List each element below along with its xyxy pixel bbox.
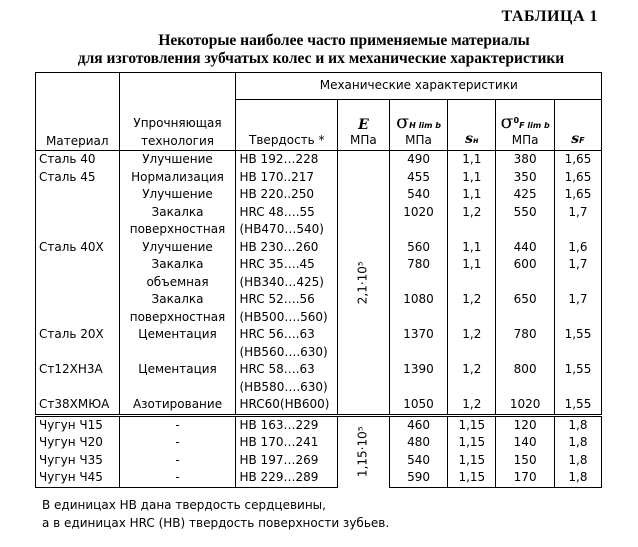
cell-material [36, 274, 120, 292]
header-hardness: Твердость * [236, 100, 338, 151]
cell-sh: 1,15 [448, 469, 496, 487]
materials-table [35, 72, 602, 488]
cell-sigma-f: 650 [496, 291, 555, 309]
table-row [36, 256, 602, 274]
cell-sh: 1,2 [448, 396, 496, 415]
cell-hardness: (HB500….560) [236, 309, 338, 327]
cell-technology: Улучшение [119, 239, 236, 257]
cell-technology: Улучшение [119, 151, 236, 169]
cell-sigma-f: 600 [496, 256, 555, 274]
cell-sigma-h [389, 221, 448, 239]
header-material: Материал [36, 73, 120, 151]
table-row [36, 274, 602, 292]
cell-hardness: (HB470…540) [236, 221, 338, 239]
cell-sf [554, 274, 601, 292]
cell-sigma-f [496, 344, 555, 362]
header-sigma-f-unit: МПа [511, 133, 539, 147]
table-title-line-1: Некоторые наиболее часто применяемые материалы [158, 32, 530, 49]
cell-sh: 1,2 [448, 291, 496, 309]
footnote-line-1: В единицах НВ дана твердость сердцевины, [42, 498, 326, 512]
header-mechanical-group: Механические характеристики [236, 73, 602, 100]
cell-material: Сталь 20Х [36, 326, 120, 344]
cell-hardness: НВ 170..217 [236, 169, 338, 187]
footnote-line-2: а в единицах HRC (НВ) твердость поверхности зубьев. [42, 516, 390, 530]
cell-sigma-h [389, 344, 448, 362]
header-sigma-f [496, 100, 555, 151]
cell-technology: Цементация [119, 326, 236, 344]
cell-technology: - [119, 452, 236, 470]
header-sigma-h [389, 100, 448, 151]
cell-material [36, 291, 120, 309]
cell-sigma-f: 550 [496, 204, 555, 222]
cell-technology: поверхностная [119, 221, 236, 239]
cell-sigma-h: 1370 [389, 326, 448, 344]
table-row [36, 434, 602, 452]
cell-sigma-f: 425 [496, 186, 555, 204]
cell-technology: Закалка [119, 256, 236, 274]
cell-sf [554, 379, 601, 397]
cell-sigma-h: 780 [389, 256, 448, 274]
cell-sh: 1,1 [448, 151, 496, 169]
cell-material [36, 344, 120, 362]
header-sh [448, 100, 496, 151]
table-row [36, 151, 602, 169]
cell-sf: 1,65 [554, 186, 601, 204]
cell-hardness: НВ 220..250 [236, 186, 338, 204]
cell-sh [448, 274, 496, 292]
cell-hardness: НВ 229…289 [236, 469, 338, 487]
cell-sh [448, 221, 496, 239]
cell-sf: 1,55 [554, 326, 601, 344]
table-row [36, 361, 602, 379]
cell-material: Ст38ХМЮА [36, 396, 120, 415]
header-sf-sub: F [579, 136, 585, 145]
table-row [36, 309, 602, 327]
cell-hardness: НВ 170…241 [236, 434, 338, 452]
cell-sigma-f: 150 [496, 452, 555, 470]
table-row [36, 186, 602, 204]
cell-material [36, 309, 120, 327]
cell-sigma-f: 440 [496, 239, 555, 257]
cell-technology: Закалка [119, 204, 236, 222]
cell-material: Чугун Ч45 [36, 469, 120, 487]
header-technology: Упрочняющая технология [119, 73, 236, 151]
header-sh-sub: н [473, 136, 479, 145]
cell-sf: 1,6 [554, 239, 601, 257]
cell-sh [448, 379, 496, 397]
cell-technology [119, 344, 236, 362]
header-sigma-f-symbol: σ [500, 111, 514, 133]
cell-sh: 1,2 [448, 204, 496, 222]
cell-e-steel [338, 151, 390, 416]
cell-sigma-f [496, 274, 555, 292]
cell-sf: 1,55 [554, 361, 601, 379]
cell-sigma-h: 1020 [389, 204, 448, 222]
cell-sf: 1,8 [554, 434, 601, 452]
table-row [36, 291, 602, 309]
cell-material [36, 379, 120, 397]
header-sigma-h-unit: МПа [405, 133, 432, 147]
cell-sigma-h: 460 [389, 415, 448, 434]
cell-technology: - [119, 434, 236, 452]
header-sigma-h-symbol: σ [396, 111, 410, 133]
cell-material: Ст12ХН3А [36, 361, 120, 379]
cell-sf: 1,7 [554, 204, 601, 222]
cell-sf [554, 221, 601, 239]
table-row [36, 169, 602, 187]
cell-technology [119, 379, 236, 397]
cell-technology: Улучшение [119, 186, 236, 204]
cell-sigma-f [496, 221, 555, 239]
table-row [36, 415, 602, 434]
cell-material: Чугун Ч20 [36, 434, 120, 452]
header-sigma-h-sub: H lim b [409, 121, 441, 130]
cell-sigma-h: 1390 [389, 361, 448, 379]
header-sh-symbol: s [465, 131, 473, 147]
table-label: ТАБЛИЦА 1 [501, 8, 598, 25]
cell-sh: 1,1 [448, 239, 496, 257]
cell-hardness: HRC 56….63 [236, 326, 338, 344]
cell-sigma-h: 455 [389, 169, 448, 187]
cell-hardness: HRC 35….45 [236, 256, 338, 274]
cell-sigma-h: 560 [389, 239, 448, 257]
table-row [36, 469, 602, 487]
cell-sh: 1,15 [448, 434, 496, 452]
cell-technology: поверхностная [119, 309, 236, 327]
table-title-line-2: для изготовления зубчатых колес и их механические характеристики [77, 50, 565, 67]
cell-sigma-f [496, 379, 555, 397]
cell-hardness: НВ 192…228 [236, 151, 338, 169]
cell-sf: 1,8 [554, 452, 601, 470]
cell-hardness: (HB560….630) [236, 344, 338, 362]
cell-sf: 1,65 [554, 169, 601, 187]
cell-hardness: НВ 230…260 [236, 239, 338, 257]
table-row [36, 221, 602, 239]
cell-hardness: HRC 52….56 [236, 291, 338, 309]
cell-hardness: HRC60(HB600) [236, 396, 338, 415]
header-sf [554, 100, 601, 151]
cell-technology: объемная [119, 274, 236, 292]
cell-sh: 1,15 [448, 415, 496, 434]
cell-sigma-f: 800 [496, 361, 555, 379]
cell-technology: - [119, 415, 236, 434]
table-row [36, 239, 602, 257]
cell-material: Чугун Ч15 [36, 415, 120, 434]
table-row [36, 452, 602, 470]
cell-hardness: (HB340…425) [236, 274, 338, 292]
cell-technology: Азотирование [119, 396, 236, 415]
cell-sigma-f: 170 [496, 469, 555, 487]
cell-sigma-f: 780 [496, 326, 555, 344]
cell-sigma-h [389, 274, 448, 292]
cell-sigma-f: 350 [496, 169, 555, 187]
cell-sigma-f: 140 [496, 434, 555, 452]
cell-sigma-h: 490 [389, 151, 448, 169]
cell-sigma-h: 540 [389, 186, 448, 204]
cell-sigma-h: 590 [389, 469, 448, 487]
cell-sf: 1,65 [554, 151, 601, 169]
cell-sigma-f [496, 309, 555, 327]
cell-sigma-h [389, 309, 448, 327]
header-sigma-f-sup: 0 [513, 116, 520, 125]
cell-sh: 1,1 [448, 256, 496, 274]
cell-material: Сталь 45 [36, 169, 120, 187]
cell-sh [448, 344, 496, 362]
cell-sh: 1,1 [448, 169, 496, 187]
cell-technology: Нормализация [119, 169, 236, 187]
e-iron-value: 1,15·10⁵ [355, 426, 370, 478]
header-sigma-f-sub: F lim b [519, 121, 550, 130]
cell-sf: 1,7 [554, 291, 601, 309]
cell-material: Чугун Ч35 [36, 452, 120, 470]
cell-sf [554, 309, 601, 327]
table-row [36, 326, 602, 344]
cell-sf [554, 344, 601, 362]
cell-sf: 1,55 [554, 396, 601, 415]
cell-hardness: НВ 197…269 [236, 452, 338, 470]
cell-sh: 1,2 [448, 326, 496, 344]
cell-sf: 1,7 [554, 256, 601, 274]
cell-sf: 1,8 [554, 415, 601, 434]
table-row [36, 379, 602, 397]
cell-material: Сталь 40 [36, 151, 120, 169]
cell-sigma-h: 480 [389, 434, 448, 452]
cell-hardness: (HB580….630) [236, 379, 338, 397]
cell-sigma-f: 380 [496, 151, 555, 169]
cell-sigma-h: 1080 [389, 291, 448, 309]
cell-hardness: НВ 163…229 [236, 415, 338, 434]
table-row [36, 344, 602, 362]
cell-material [36, 256, 120, 274]
header-e [338, 100, 390, 151]
table-row [36, 396, 602, 415]
cell-hardness: HRC 58….63 [236, 361, 338, 379]
cell-technology: Закалка [119, 291, 236, 309]
cell-sigma-h: 540 [389, 452, 448, 470]
cell-sigma-h [389, 379, 448, 397]
cell-technology: - [119, 469, 236, 487]
cell-material [36, 186, 120, 204]
header-sf-symbol: s [571, 131, 580, 147]
cell-sf: 1,8 [554, 469, 601, 487]
header-e-symbol: E [358, 117, 369, 133]
cell-sh: 1,2 [448, 361, 496, 379]
cell-sigma-h: 1050 [389, 396, 448, 415]
header-e-unit: МПа [350, 133, 377, 147]
cell-material [36, 204, 120, 222]
e-steel-value: 2,1·10⁵ [355, 260, 370, 304]
cell-sh: 1,15 [448, 452, 496, 470]
cell-technology: Цементация [119, 361, 236, 379]
cell-material [36, 221, 120, 239]
cell-e-iron [338, 415, 390, 487]
cell-sigma-f: 120 [496, 415, 555, 434]
table-row [36, 204, 602, 222]
cell-sh: 1,1 [448, 186, 496, 204]
cell-sigma-f: 1020 [496, 396, 555, 415]
cell-hardness: HRC 48….55 [236, 204, 338, 222]
cell-material: Сталь 40Х [36, 239, 120, 257]
cell-sh [448, 309, 496, 327]
